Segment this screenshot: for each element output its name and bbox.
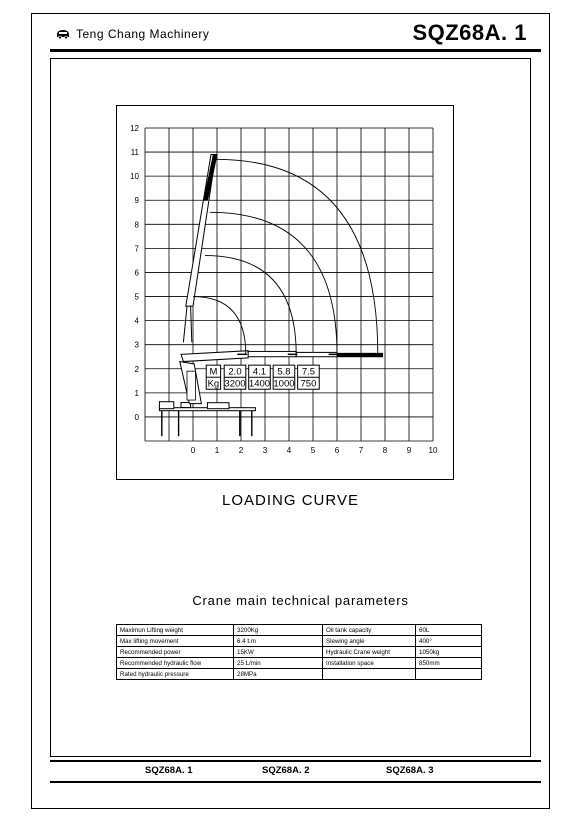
x-tick-label: 8: [382, 446, 388, 455]
params-cell: Slewing angle: [323, 636, 416, 647]
y-tick-label: 9: [134, 196, 139, 206]
params-cell: Oil tank capacity: [323, 625, 416, 636]
params-cell: 400°: [416, 636, 482, 647]
params-cell: [416, 669, 482, 680]
params-cell: Recommended power: [117, 647, 234, 658]
params-cell: Installation space: [323, 658, 416, 669]
params-row: [117, 658, 482, 669]
brand-name: Teng Chang Machinery: [76, 27, 210, 41]
chart-title: LOADING CURVE: [222, 492, 359, 509]
bus-icon: [56, 29, 70, 39]
params-row: [117, 625, 482, 636]
brand: [56, 27, 209, 41]
load-table-load: 3200: [224, 378, 246, 390]
footer-rule-top: [50, 760, 541, 762]
params-cell: 28MPa: [234, 669, 323, 680]
params-row: [117, 669, 482, 680]
y-tick-label: 0: [134, 412, 139, 422]
params-cell: Max lifting movement: [117, 636, 234, 647]
params-row: [117, 636, 482, 647]
header-rule: [50, 49, 541, 52]
y-tick-label: 2: [134, 364, 139, 374]
params-cell: 25 L/min: [234, 658, 323, 669]
load-table-row-label: M: [209, 366, 218, 378]
slew-cylinder: [187, 371, 195, 400]
params-cell: 15KW: [234, 647, 323, 658]
load-curve: [216, 159, 378, 354]
main-boom: [181, 351, 248, 362]
y-tick-label: 10: [130, 172, 139, 182]
load-table-radius: 7.5: [301, 366, 316, 378]
params-row: [117, 647, 482, 658]
x-tick-label: 5: [310, 446, 316, 455]
y-tick-label: 4: [134, 316, 139, 326]
params-cell: 60L: [416, 625, 482, 636]
x-tick-label: 7: [358, 446, 364, 455]
x-tick-label: 10: [428, 446, 438, 455]
raised-boom-base: [183, 306, 191, 342]
params-cell: Rated hydraulic pressure: [117, 669, 234, 680]
x-tick-label: 4: [286, 446, 292, 455]
y-tick-label: 7: [134, 244, 139, 254]
load-curve: [205, 256, 296, 355]
x-tick-label: 1: [214, 446, 220, 455]
params-cell: 850mm: [416, 658, 482, 669]
load-table-load: 750: [300, 378, 317, 390]
params-cell: Hydraulic Crane weight: [323, 647, 416, 658]
x-tick-label: 6: [334, 446, 340, 455]
footer-model-3: SQZ68A. 3: [386, 765, 434, 776]
crane-turret: [207, 403, 229, 409]
load-table-radius: 5.8: [277, 366, 291, 378]
load-table-row-label: Kg: [207, 378, 220, 390]
x-tick-label: 3: [262, 446, 268, 455]
load-table-radius: 2.0: [228, 366, 242, 378]
params-cell: 6.4 t.m: [234, 636, 323, 647]
x-tick-label: 9: [406, 446, 412, 455]
y-tick-label: 1: [134, 388, 139, 398]
load-table-load: 1000: [273, 378, 295, 390]
load-curve: [193, 297, 246, 355]
y-tick-label: 12: [130, 124, 139, 133]
params-cell: [323, 669, 416, 680]
params-title: Crane main technical parameters: [192, 593, 409, 608]
footer-rule-bottom: [50, 781, 541, 783]
params-cell: Maximun Lifting weight: [117, 625, 234, 636]
footer-model-1: SQZ68A. 1: [145, 765, 193, 776]
load-table-radius: 4.1: [252, 366, 267, 378]
y-tick-label: 3: [134, 340, 139, 350]
x-tick-label: 0: [190, 446, 196, 455]
load-table-load: 1400: [248, 378, 271, 390]
y-tick-label: 5: [134, 292, 139, 302]
params-cell: 3200Kg: [234, 625, 323, 636]
loading-chart: [116, 105, 454, 480]
params-table: [116, 624, 482, 680]
params-cell: Recommended hydraulic flow: [117, 658, 234, 669]
y-tick-label: 6: [134, 268, 139, 278]
y-tick-label: 8: [134, 220, 139, 230]
crane-foot-left: [159, 402, 173, 409]
footer-model-2: SQZ68A. 2: [262, 765, 310, 776]
load-curve: [210, 212, 337, 354]
model-code: SQZ68A. 1: [412, 20, 527, 45]
loading-chart-svg: [117, 106, 455, 481]
params-cell: 1050kg: [416, 647, 482, 658]
y-tick-label: 11: [130, 148, 139, 158]
x-tick-label: 2: [238, 446, 244, 455]
